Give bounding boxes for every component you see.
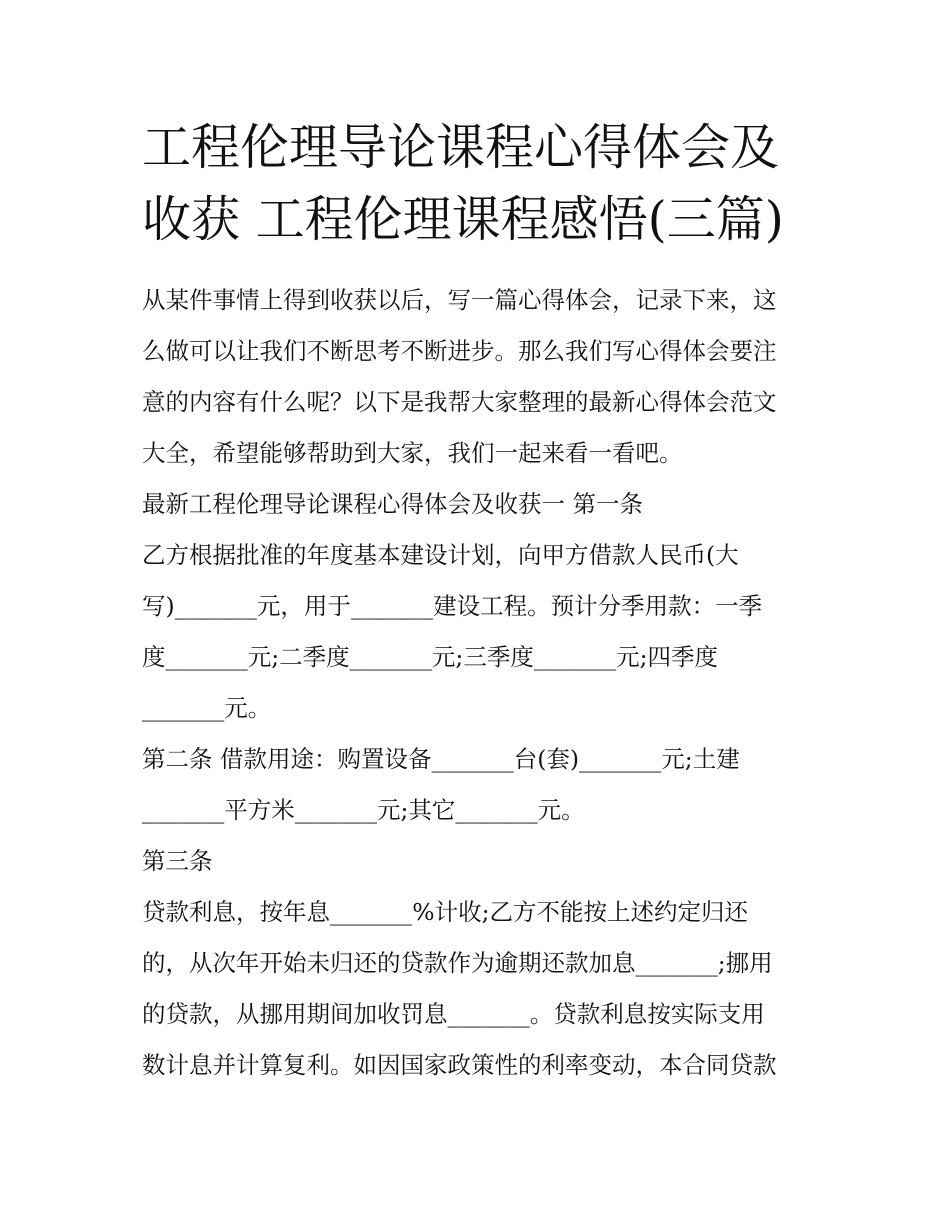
body-line: 意的内容有什么呢？以下是我帮大家整理的最新心得体会范文 (142, 388, 777, 416)
body-line: _______元。 (142, 694, 272, 722)
article-heading: 第三条 (142, 847, 213, 875)
body-line: 度_______元;二季度_______元;三季度_______元;四季度 (142, 643, 719, 671)
section-heading-line: 最新工程伦理导论课程心得体会及收获一 第一条 (142, 490, 643, 518)
body-line: _______平方米_______元;其它_______元。 (142, 796, 585, 824)
title-line-1: 工程伦理导论课程心得体会及 (142, 119, 780, 176)
body-line: 数计息并计算复利。如因国家政策性的利率变动，本合同贷款 (142, 1051, 777, 1079)
body-line: 乙方根据批准的年度基本建设计划，向甲方借款人民币(大 (142, 541, 739, 569)
body-line: 的，从次年开始未归还的贷款作为逾期还款加息_______;挪用 (142, 949, 773, 977)
page-title (142, 112, 842, 256)
body-line: 么做可以让我们不断思考不断进步。那么我们写心得体会要注 (142, 337, 777, 365)
body-line: 第二条 借款用途：购置设备_______台(套)_______元;土建 (142, 745, 740, 773)
body-line: 写)_______元，用于_______建设工程。预计分季用款：一季 (142, 592, 763, 620)
title-line-2: 收获 工程伦理课程感悟(三篇) (142, 191, 784, 248)
document-body (142, 275, 822, 1091)
body-line: 从某件事情上得到收获以后，写一篇心得体会，记录下来，这 (142, 286, 777, 314)
body-line: 大全，希望能够帮助到大家，我们一起来看一看吧。 (142, 439, 683, 467)
body-line: 的贷款，从挪用期间加收罚息_______。贷款利息按实际支用 (142, 1000, 765, 1028)
body-line: 贷款利息，按年息_______%计收;乙方不能按上述约定归还 (142, 898, 748, 926)
